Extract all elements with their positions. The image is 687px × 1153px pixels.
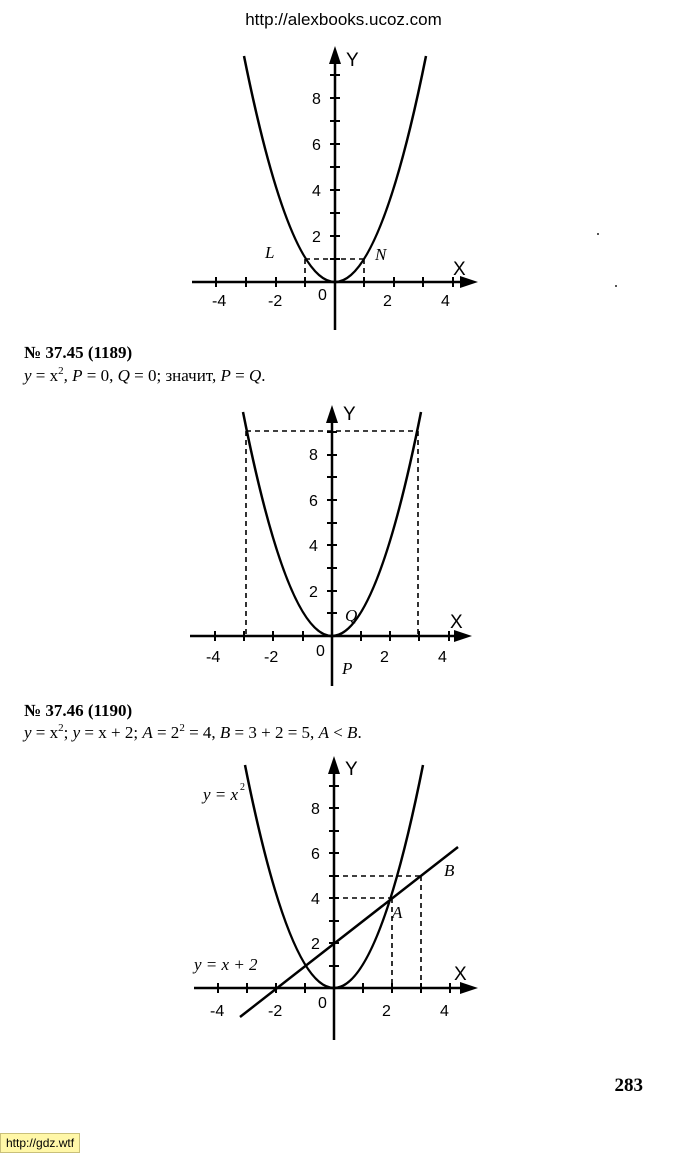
x-axis-label: X [454, 964, 467, 985]
origin-label: 0 [318, 287, 327, 304]
x-tick-label: 4 [440, 1003, 449, 1020]
x-tick-label: 2 [382, 1003, 391, 1020]
y-tick-label: 6 [309, 493, 318, 510]
origin-label: 0 [316, 643, 325, 660]
x-tick-label: 4 [438, 649, 447, 666]
y-tick-label: 6 [311, 846, 320, 863]
point-label-n: N [375, 245, 387, 264]
x-tick-label: -2 [268, 293, 283, 310]
source-url-header: http://alexbooks.ucoz.com [245, 10, 442, 29]
y-tick-label: 8 [311, 801, 320, 818]
x-axis-label: X [453, 259, 466, 280]
y-tick-label: 2 [309, 584, 318, 601]
y-axis-label: Y [346, 50, 359, 71]
y-axis-label: Y [343, 404, 356, 425]
point-label-l: L [265, 243, 275, 262]
x-tick-label: -4 [212, 293, 227, 310]
y-tick-label: 8 [312, 91, 321, 108]
origin-label: 0 [318, 995, 327, 1012]
y-axis-arrow [328, 756, 340, 774]
y-tick-label: 4 [312, 183, 321, 200]
x-tick-label: -2 [264, 649, 279, 666]
line-y-x-plus-2 [240, 847, 458, 1017]
y-tick-label: 2 [311, 936, 320, 953]
point-label-p: P [342, 659, 353, 678]
curve-label-parabola: y = x [203, 785, 239, 804]
y-tick-label: 4 [311, 891, 320, 908]
point-label-q: Q [345, 606, 358, 625]
x-axis-label: X [450, 612, 463, 633]
y-tick-label: 4 [309, 538, 318, 555]
x-tick-label: -2 [268, 1003, 283, 1020]
problem-solution-text: $y = x^2$; y = x + 2; $A = 2^2 = 4$, B = 3 + 2 = 5, A < B. [24, 722, 362, 742]
point-label-a: A [392, 903, 403, 922]
y-axis-label: Y [345, 759, 358, 780]
page-number: 283 [614, 1075, 643, 1096]
y-tick-label: 8 [309, 447, 318, 464]
x-tick-label: 2 [380, 649, 389, 666]
x-tick-label: 4 [441, 293, 450, 310]
x-tick-label: 2 [383, 293, 392, 310]
y-tick-label: 2 [312, 229, 321, 246]
curve-label-line: y = x + 2 [194, 955, 258, 974]
problem-heading: № 37.46 (1190) [24, 701, 133, 720]
footer-link-badge[interactable]: http://gdz.wtf [0, 1133, 80, 1153]
problem-solution-text: $y = x^2$, P = 0, Q = 0; значит, P = Q. [24, 365, 266, 385]
curve-label-parabola-exponent: 2 [240, 782, 245, 793]
y-tick-label: 6 [312, 137, 321, 154]
x-tick-label: -4 [210, 1003, 225, 1020]
point-label-b: B [444, 861, 455, 880]
problem-heading: № 37.45 (1189) [24, 343, 133, 362]
x-tick-label: -4 [206, 649, 221, 666]
